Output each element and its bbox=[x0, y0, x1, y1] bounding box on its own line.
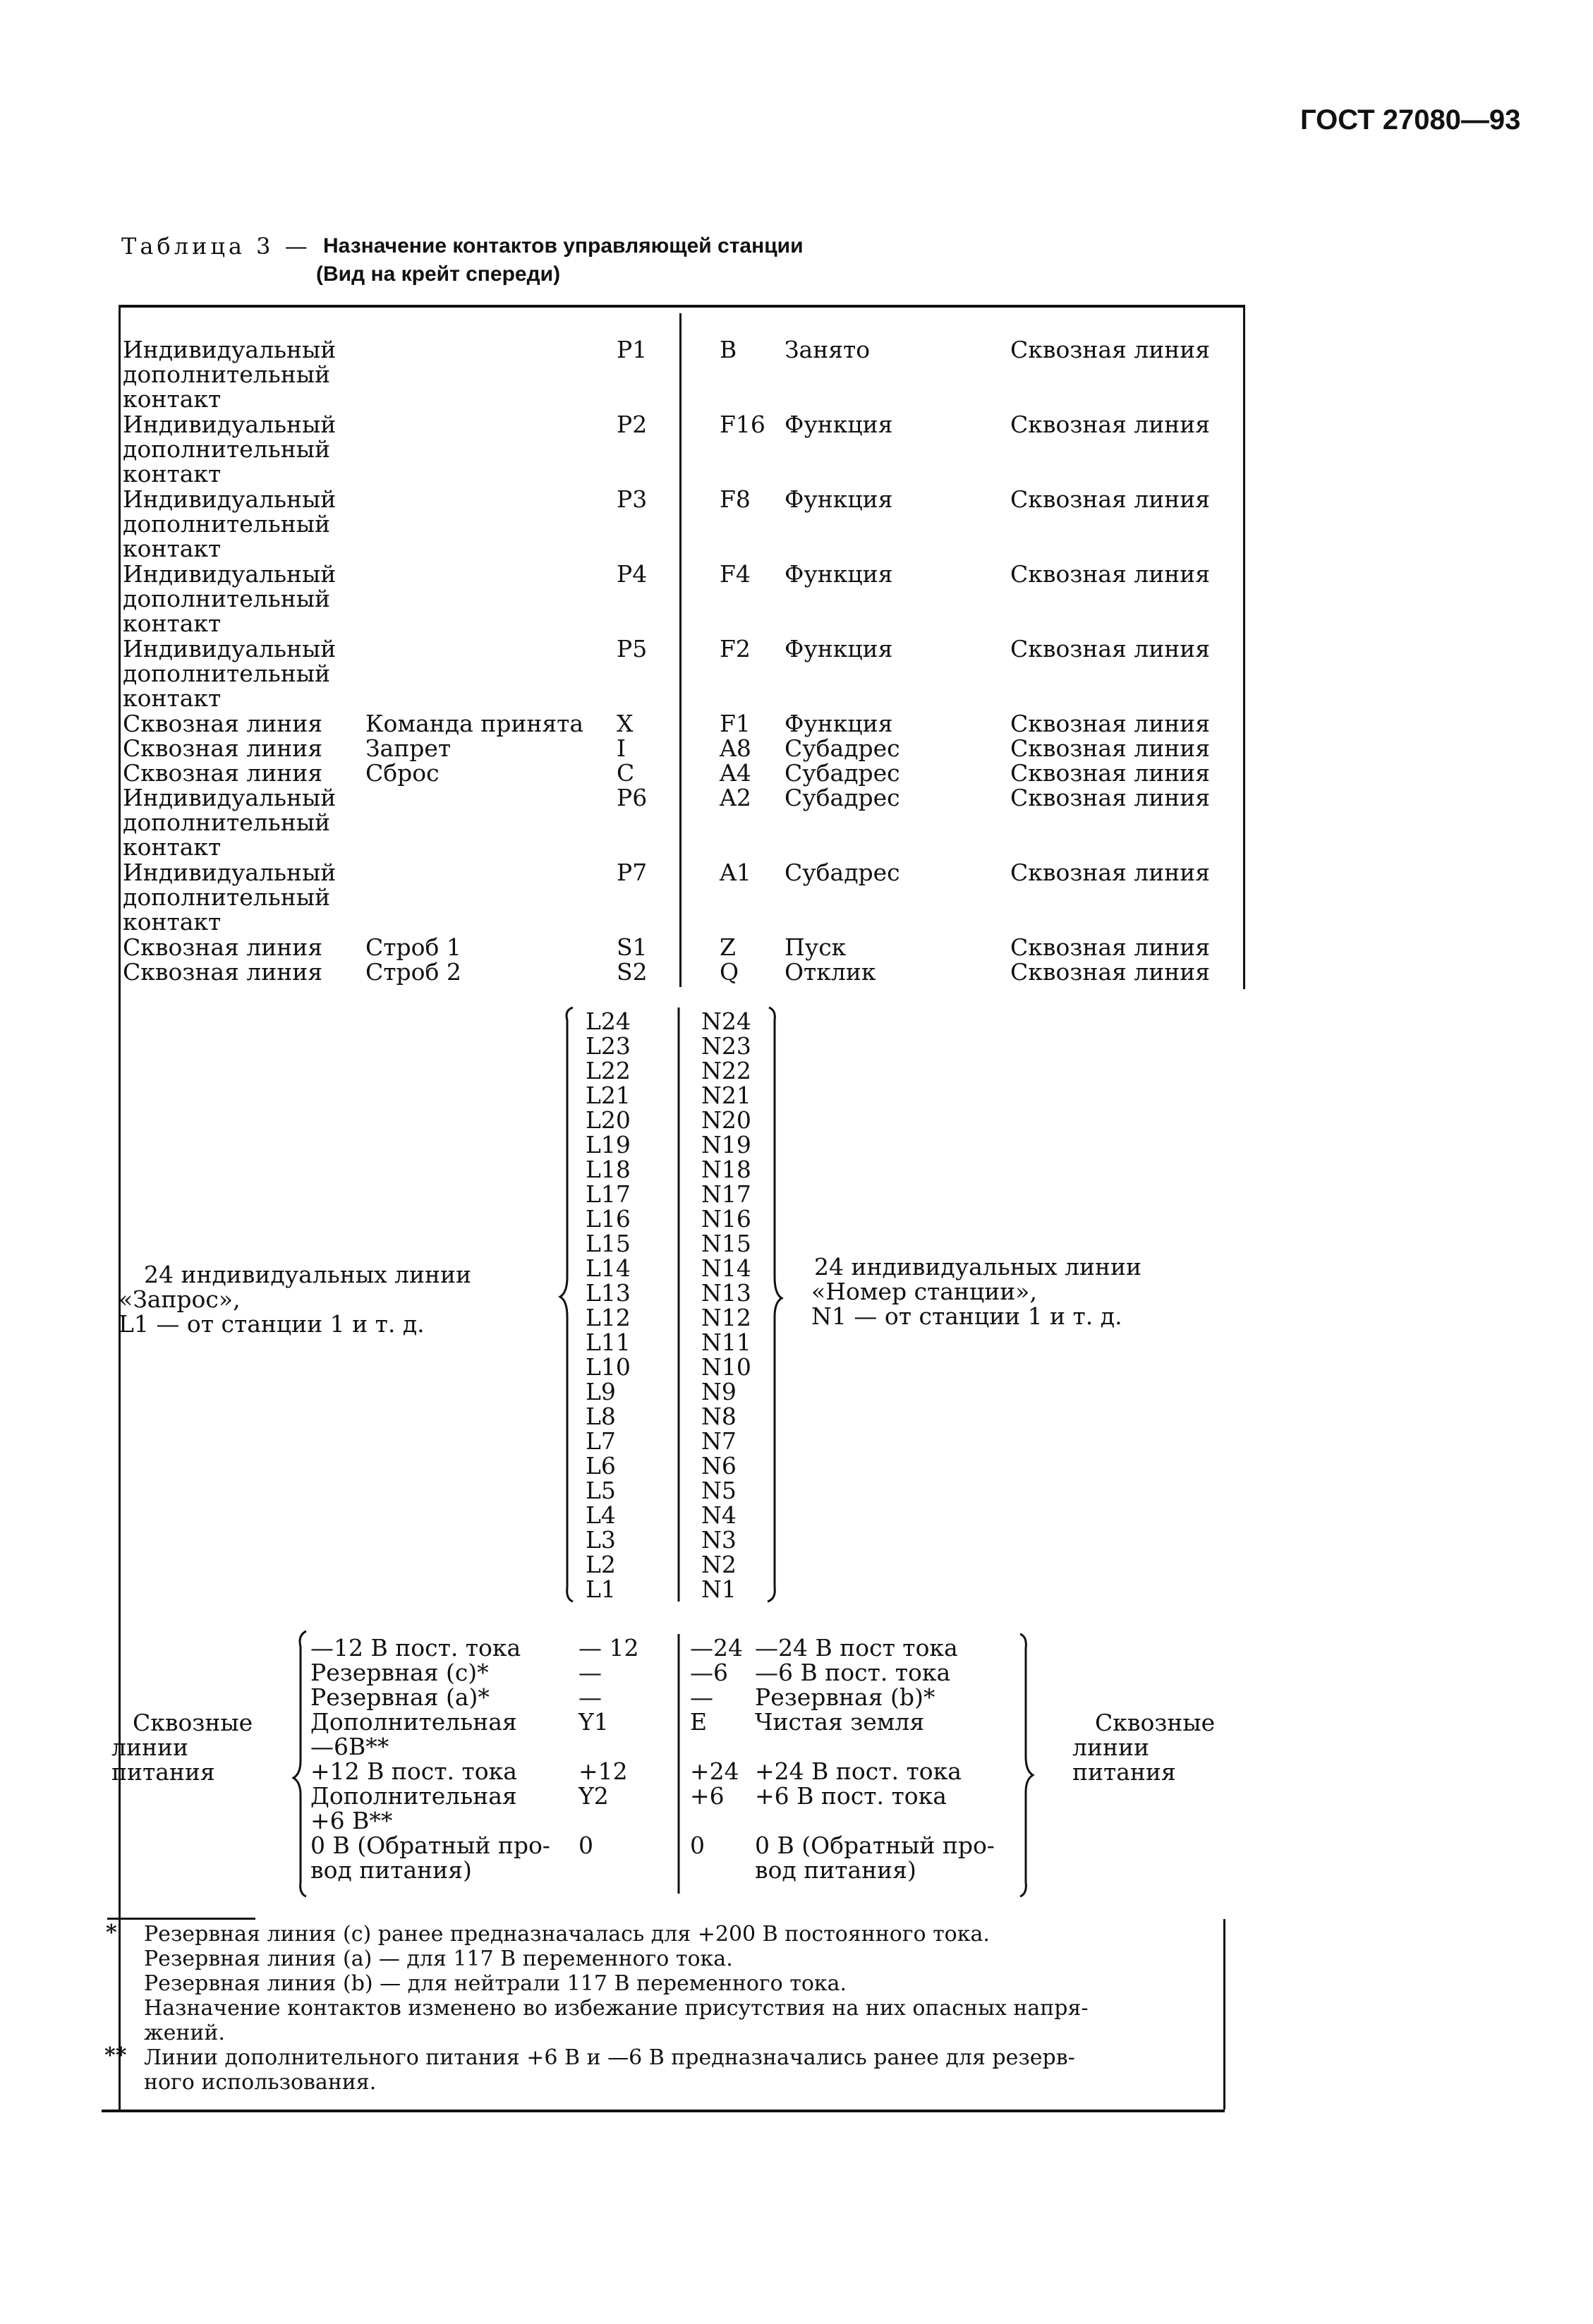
row-left-description: Индивидуальный дополнительный контакт bbox=[123, 485, 337, 562]
n-pin: N24 bbox=[701, 1007, 751, 1035]
n-pin: N19 bbox=[701, 1131, 751, 1158]
row-right-function: Пуск bbox=[785, 933, 847, 961]
row-right-function: Занято bbox=[785, 336, 871, 363]
row-left-description: Сквозная линия bbox=[123, 933, 323, 961]
l-pin: L16 bbox=[586, 1205, 631, 1233]
row-right-pin: A8 bbox=[720, 734, 751, 762]
row-right-function: Функция bbox=[785, 411, 893, 438]
n-pin: N12 bbox=[701, 1304, 751, 1331]
l-pin: L2 bbox=[586, 1551, 616, 1578]
n-pin: N3 bbox=[701, 1526, 737, 1554]
l-pin: L13 bbox=[586, 1279, 631, 1307]
power-left-pin: — bbox=[579, 1683, 602, 1711]
n-pin: N5 bbox=[701, 1477, 737, 1504]
l-pin: L6 bbox=[586, 1452, 616, 1479]
row-right-pin: A2 bbox=[720, 784, 751, 811]
row-left-pin: C bbox=[617, 759, 635, 787]
row-right-pin: F8 bbox=[720, 485, 751, 513]
row-left-function: Строб 1 bbox=[365, 933, 461, 961]
power-left-pin: Y2 bbox=[579, 1782, 609, 1810]
power-right-line: 0 В (Обратный про- bbox=[755, 1832, 995, 1859]
power-right-pin: —6 bbox=[690, 1659, 728, 1686]
power-left-line: +12 В пост. тока bbox=[310, 1757, 517, 1785]
row-right-description: Сквозная линия bbox=[1010, 560, 1211, 588]
row-right-description: Сквозная линия bbox=[1010, 958, 1211, 986]
row-right-description: Сквозная линия bbox=[1010, 710, 1211, 737]
footnote-mark-2: ** bbox=[104, 2043, 127, 2068]
l-pin: L18 bbox=[586, 1156, 631, 1183]
row-left-description: Индивидуальный дополнительный контакт bbox=[123, 859, 337, 936]
row-right-description: Сквозная линия bbox=[1010, 336, 1211, 363]
power-right-pin: E bbox=[690, 1708, 708, 1736]
row-right-function: Функция bbox=[785, 710, 893, 737]
row-right-pin: B bbox=[720, 336, 737, 363]
n-pin: N18 bbox=[701, 1156, 751, 1183]
row-left-pin: P4 bbox=[617, 560, 648, 588]
row-right-pin: A1 bbox=[720, 859, 751, 886]
power-right-brace bbox=[1020, 1634, 1033, 1896]
power-left-line: —12 В пост. тока bbox=[310, 1634, 521, 1662]
row-left-description: Сквозная линия bbox=[123, 710, 323, 737]
l-pin: L1 bbox=[586, 1575, 616, 1603]
power-lines-right-label: Сквозные линии питания bbox=[1072, 1709, 1216, 1786]
power-left-line: —6В** bbox=[310, 1733, 389, 1760]
n-pin: N17 bbox=[701, 1180, 751, 1208]
station-number-lines-label: 24 индивидуальных линии «Номер станции», N1 — от станции 1 и т. д. bbox=[811, 1253, 1141, 1330]
row-left-function: Сброс bbox=[365, 759, 440, 787]
n-pin: N2 bbox=[701, 1551, 737, 1578]
power-left-pin: +12 bbox=[579, 1757, 628, 1785]
row-right-pin: F4 bbox=[720, 560, 751, 588]
row-right-description: Сквозная линия bbox=[1010, 734, 1211, 762]
power-left-brace bbox=[293, 1631, 306, 1896]
n-pin: N20 bbox=[701, 1106, 751, 1134]
power-right-pin: +24 bbox=[690, 1757, 739, 1785]
power-right-line: —6 В пост. тока bbox=[755, 1659, 951, 1686]
row-right-function: Субадрес bbox=[785, 859, 900, 886]
row-left-pin: P7 bbox=[617, 859, 648, 886]
power-right-pin: +6 bbox=[690, 1782, 725, 1810]
power-left-pin: Y1 bbox=[579, 1708, 609, 1736]
row-right-function: Функция bbox=[785, 485, 893, 513]
row-right-pin: F2 bbox=[720, 635, 751, 662]
row-left-description: Сквозная линия bbox=[123, 734, 323, 762]
n-pin: N13 bbox=[701, 1279, 751, 1307]
row-left-description: Индивидуальный дополнительный контакт bbox=[123, 635, 337, 712]
footnote-mark-1: * bbox=[106, 1920, 117, 1945]
n-pin: N9 bbox=[701, 1378, 737, 1405]
l-pin: L8 bbox=[586, 1403, 616, 1430]
l-pin: L19 bbox=[586, 1131, 631, 1158]
power-right-pin: 0 bbox=[690, 1832, 705, 1859]
row-left-pin: P2 bbox=[617, 411, 648, 438]
power-left-line: Резервная (c)* bbox=[310, 1659, 489, 1686]
row-left-pin: S2 bbox=[617, 958, 648, 986]
row-right-description: Сквозная линия bbox=[1010, 784, 1211, 811]
power-left-pin: 0 bbox=[579, 1832, 593, 1859]
power-lines-left-label: Сквозные линии питания bbox=[111, 1709, 253, 1786]
n-pin: N16 bbox=[701, 1205, 751, 1233]
row-left-pin: P3 bbox=[617, 485, 648, 513]
power-left-pin: — bbox=[579, 1659, 602, 1686]
power-left-line: Резервная (a)* bbox=[310, 1683, 490, 1711]
n-pin: N8 bbox=[701, 1403, 737, 1430]
row-right-function: Функция bbox=[785, 560, 893, 588]
l-pin: L15 bbox=[586, 1230, 631, 1257]
power-right-pin: — bbox=[690, 1683, 713, 1711]
l-pin: L21 bbox=[586, 1082, 631, 1109]
power-right-line: Резервная (b)* bbox=[755, 1683, 935, 1711]
row-left-description: Индивидуальный дополнительный контакт bbox=[123, 784, 337, 861]
row-right-description: Сквозная линия bbox=[1010, 933, 1211, 961]
row-right-pin: Z bbox=[720, 933, 736, 961]
l-pin: L22 bbox=[586, 1057, 631, 1084]
table-label: Таблица 3 — bbox=[121, 233, 311, 260]
power-right-line: Чистая земля bbox=[755, 1708, 925, 1736]
row-left-description: Сквозная линия bbox=[123, 958, 323, 986]
row-left-pin: S1 bbox=[617, 933, 648, 961]
power-left-line: Дополнительная bbox=[310, 1708, 517, 1736]
row-right-function: Отклик bbox=[785, 958, 876, 986]
query-lines-label: 24 индивидуальных линии «Запрос», L1 — от станции 1 и т. д. bbox=[119, 1261, 471, 1338]
l-pin: L23 bbox=[586, 1032, 631, 1060]
row-left-function: Запрет bbox=[365, 734, 452, 762]
row-left-pin: P1 bbox=[617, 336, 648, 363]
l-pin: L12 bbox=[586, 1304, 631, 1331]
l-pin: L9 bbox=[586, 1378, 616, 1405]
row-right-description: Сквозная линия bbox=[1010, 485, 1211, 513]
n-pin: N10 bbox=[701, 1353, 751, 1381]
l-pin: L11 bbox=[586, 1329, 631, 1356]
row-right-function: Субадрес bbox=[785, 759, 900, 787]
row-right-pin: Q bbox=[720, 958, 739, 986]
row-left-function: Команда принята bbox=[365, 710, 584, 737]
l-pin: L10 bbox=[586, 1353, 631, 1381]
n-pin: N6 bbox=[701, 1452, 737, 1479]
row-left-description: Индивидуальный дополнительный контакт bbox=[123, 411, 337, 488]
l-pin: L20 bbox=[586, 1106, 631, 1134]
row-left-description: Индивидуальный дополнительный контакт bbox=[123, 560, 337, 637]
row-left-pin: P6 bbox=[617, 784, 648, 811]
row-right-function: Субадрес bbox=[785, 734, 900, 762]
row-left-description: Сквозная линия bbox=[123, 759, 323, 787]
n-column-right-brace bbox=[768, 1007, 782, 1602]
row-right-function: Функция bbox=[785, 635, 893, 662]
row-right-description: Сквозная линия bbox=[1010, 759, 1211, 787]
l-pin: L24 bbox=[586, 1007, 631, 1035]
power-right-line: +6 В пост. тока bbox=[755, 1782, 947, 1810]
power-right-pin: —24 bbox=[690, 1634, 743, 1662]
row-left-pin: P5 bbox=[617, 635, 648, 662]
n-pin: N21 bbox=[701, 1082, 751, 1109]
n-pin: N14 bbox=[701, 1254, 751, 1282]
footnote-1: Резервная линия (c) ранее предназначалась для +200 В постоянного тока. Резервная линия (a) — для 117 В переменного тока. Резервная линия (b) — для нейтрали 117 В переменного тока. Назначение контактов изменено во избежание присутствия на них опасных напря- жений. bbox=[144, 1922, 1089, 2045]
row-right-pin: F16 bbox=[720, 411, 765, 438]
row-right-description: Сквозная линия bbox=[1010, 635, 1211, 662]
footnote-2: Линии дополнительного питания +6 В и —6 В предназначались ранее для резерв- ного использования. bbox=[144, 2045, 1075, 2095]
row-right-function: Субадрес bbox=[785, 784, 900, 811]
row-left-description: Индивидуальный дополнительный контакт bbox=[123, 336, 337, 413]
l-pin: L5 bbox=[586, 1477, 616, 1504]
row-right-description: Сквозная линия bbox=[1010, 411, 1211, 438]
n-pin: N22 bbox=[701, 1057, 751, 1084]
row-right-pin: A4 bbox=[720, 759, 751, 787]
power-right-line: —24 В пост тока bbox=[755, 1634, 958, 1662]
n-pin: N4 bbox=[701, 1501, 737, 1529]
standard-number: ГОСТ 27080—93 bbox=[1300, 104, 1521, 135]
row-left-pin: X bbox=[617, 710, 634, 737]
row-left-pin: I bbox=[617, 734, 626, 762]
n-pin: N1 bbox=[701, 1575, 737, 1603]
l-pin: L3 bbox=[586, 1526, 616, 1554]
table-subtitle: (Вид на крейт спереди) bbox=[316, 262, 561, 286]
power-left-line: 0 В (Обратный про- bbox=[310, 1832, 550, 1859]
power-left-line: Дополнительная bbox=[310, 1782, 517, 1810]
n-pin: N11 bbox=[701, 1329, 751, 1356]
l-column-brace bbox=[560, 1007, 573, 1602]
n-pin: N15 bbox=[701, 1230, 751, 1257]
row-right-pin: F1 bbox=[720, 710, 751, 737]
n-pin: N7 bbox=[701, 1427, 737, 1455]
power-left-line: +6 В** bbox=[310, 1807, 393, 1834]
l-pin: L4 bbox=[586, 1501, 616, 1529]
n-pin: N23 bbox=[701, 1032, 751, 1060]
power-right-line: +24 В пост. тока bbox=[755, 1757, 962, 1785]
power-right-line: вод питания) bbox=[755, 1856, 916, 1884]
l-pin: L17 bbox=[586, 1180, 631, 1208]
row-right-description: Сквозная линия bbox=[1010, 859, 1211, 886]
l-pin: L7 bbox=[586, 1427, 616, 1455]
power-left-pin: — 12 bbox=[579, 1634, 639, 1662]
row-left-function: Строб 2 bbox=[365, 958, 461, 986]
table-title: Назначение контактов управляющей станции bbox=[323, 234, 804, 258]
power-left-line: вод питания) bbox=[310, 1856, 472, 1884]
l-pin: L14 bbox=[586, 1254, 631, 1282]
